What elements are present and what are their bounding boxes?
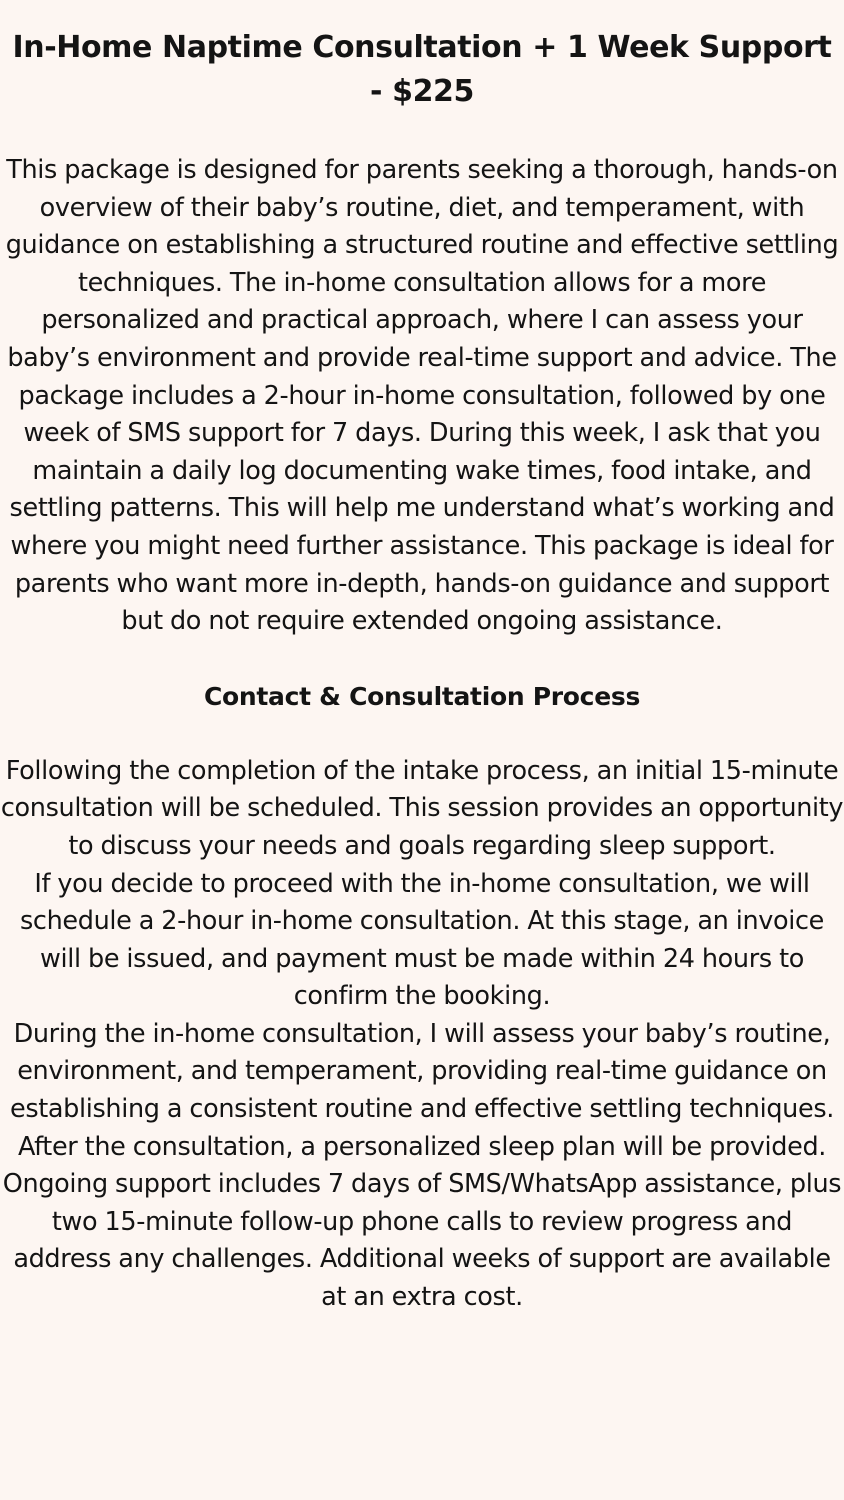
process-steps [0,753,844,1317]
process-step-intake: Following the completion of the intake process, an initial 15-minute consultation will be scheduled. This session provides an opportunity to discuss your needs and goals regarding sleep support. [0,755,844,861]
process-step-ongoing-support: Ongoing support includes 7 days of SMS/WhatsApp assistance, plus two 15-minute follow-up phone calls to review progress and address any challenges. Additional weeks of support are available at an extra cost. [2,1169,842,1313]
process-heading: Contact & Consultation Process [203,681,641,711]
package-title: In-Home Naptime Consultation + 1 Week Support - $225 [12,30,832,109]
process-step-booking: If you decide to proceed with the in-home consultation, we will schedule a 2-hour in-home consultation. At this stage, an invoice will be issued, and payment must be made within 24 hours to confirm the booking. [19,868,824,1012]
process-step-consultation: During the in-home consultation, I will assess your baby’s routine, environment, and temperament, providing real-time guidance on establishing a consistent routine and effective settling techniques. After the consultation, a personalized sleep plan will be provided. [9,1018,835,1162]
package-description: This package is designed for parents seeking a thorough, hands-on overview of their baby’s routine, diet, and temperament, with guidance on establishing a structured routine and effective settling techniques. The in-home consultation allows for a more personalized and practical approach, where I can assess your baby’s environment and provide real-time support and advice. The package includes a 2-hour in-home consultation, followed by one week of SMS support for 7 days. During this week, I ask that you maintain a daily log documenting wake times, food intake, and settling patterns. This will help me understand what’s working and where you might need further assistance. This package is ideal for parents who want more in-depth, hands-on guidance and support but do not require extended ongoing assistance. [5,155,839,637]
